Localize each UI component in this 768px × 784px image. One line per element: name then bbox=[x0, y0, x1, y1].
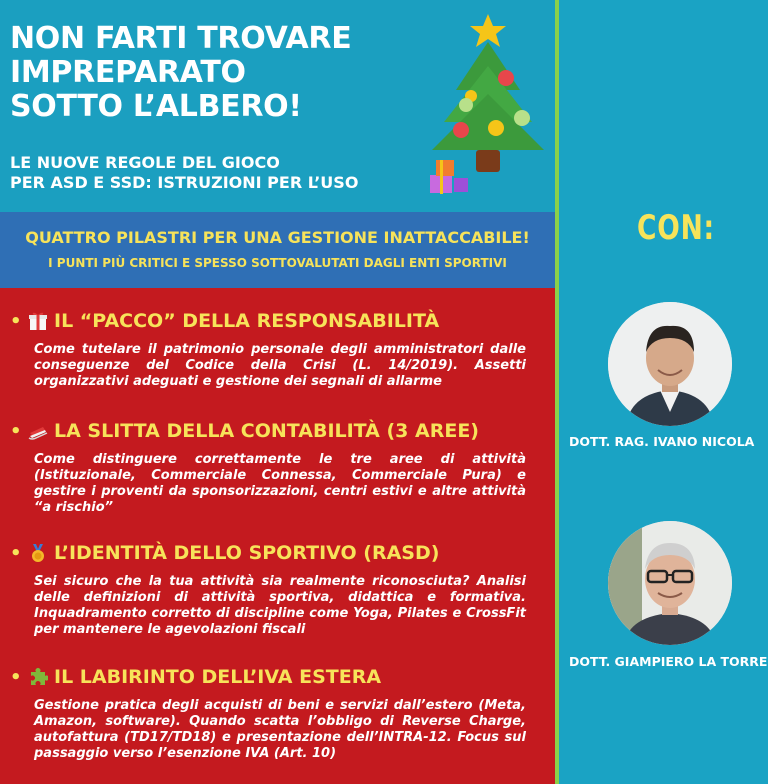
gift-icon bbox=[28, 311, 48, 331]
title-line: SOTTO L’ALBERO! bbox=[10, 89, 302, 124]
title-line: NON FARTI TROVARE bbox=[10, 21, 352, 56]
subtitle bbox=[10, 153, 430, 193]
speakers-label: CON: bbox=[637, 208, 715, 248]
subtitle-line: LE NUOVE REGOLE DEL GIOCO bbox=[10, 153, 280, 172]
section-text: Come tutelare il patrimonio personale degli amministratori dalle conseguenze del Codice della Crisi (L. 14/2019). Assetti organizzativi adeguati e gestione dei segnali di allarme bbox=[34, 342, 526, 389]
section-vat bbox=[10, 664, 526, 762]
speaker-photo bbox=[608, 521, 732, 645]
bullet: • bbox=[10, 310, 22, 332]
section-responsibility bbox=[10, 308, 526, 390]
puzzle-icon bbox=[28, 667, 48, 687]
section-header bbox=[10, 664, 520, 690]
speaker-name: DOTT. RAG. IVANO NICOLA bbox=[569, 434, 755, 449]
section-title: IL LABIRINTO DELL’IVA ESTERA bbox=[54, 666, 382, 688]
title-line: IMPREPARATO bbox=[10, 55, 246, 90]
section-text: Gestione pratica degli acquisti di beni e servizi dall’estero (Meta, Amazon, software). Quando scatta l’obbligo di Reverse Charge, autofattura (TD17/TD18) e presentazione dell’INTRA-12. Focus sul passaggio verso l’esenzione IVA (Art. 10) bbox=[34, 698, 526, 761]
pillars-band bbox=[0, 212, 555, 288]
speaker-name: DOTT. GIAMPIERO LA TORRE bbox=[569, 654, 768, 669]
section-title: LA SLITTA DELLA CONTABILITÀ (3 AREE) bbox=[54, 420, 479, 442]
page-title bbox=[10, 22, 430, 124]
sections-panel bbox=[0, 288, 555, 784]
section-identity bbox=[10, 540, 526, 638]
bullet: • bbox=[10, 666, 22, 688]
bullet: • bbox=[10, 542, 22, 564]
sled-icon bbox=[28, 421, 48, 441]
section-header bbox=[10, 418, 520, 444]
section-title: L’IDENTITÀ DELLO SPORTIVO (RASD) bbox=[54, 542, 440, 564]
bullet: • bbox=[10, 420, 22, 442]
section-accounting bbox=[10, 418, 526, 516]
medal-icon bbox=[28, 543, 48, 563]
section-title: IL “PACCO” DELLA RESPONSABILITÀ bbox=[54, 310, 440, 332]
section-header bbox=[10, 308, 520, 334]
speakers-panel bbox=[559, 0, 768, 784]
speaker-photo bbox=[608, 302, 732, 426]
section-text: Sei sicuro che la tua attività sia realmente riconosciuta? Analisi delle definizioni di attività sportiva, didattica e formativa. Inquadramento corretto di discipline come Yoga, Pilates e CrossFit per mantenere le agevolazioni fiscali bbox=[34, 574, 526, 637]
christmas-tree-icon bbox=[426, 10, 556, 200]
band-subtitle: I PUNTI PIÙ CRITICI E SPESSO SOTTOVALUTATI DAGLI ENTI SPORTIVI bbox=[48, 256, 507, 270]
header bbox=[0, 0, 555, 212]
band-title: QUATTRO PILASTRI PER UNA GESTIONE INATTACCABILE! bbox=[25, 228, 530, 247]
section-header bbox=[10, 540, 520, 566]
subtitle-line: PER ASD E SSD: ISTRUZIONI PER L’USO bbox=[10, 173, 359, 192]
section-text: Come distinguere correttamente le tre aree di attività (Istituzionale, Commerciale Connessa, Commerciale Pura) e gestire i proventi da sponsorizzazioni, centri estivi e altre attività “a rischio” bbox=[34, 452, 526, 515]
